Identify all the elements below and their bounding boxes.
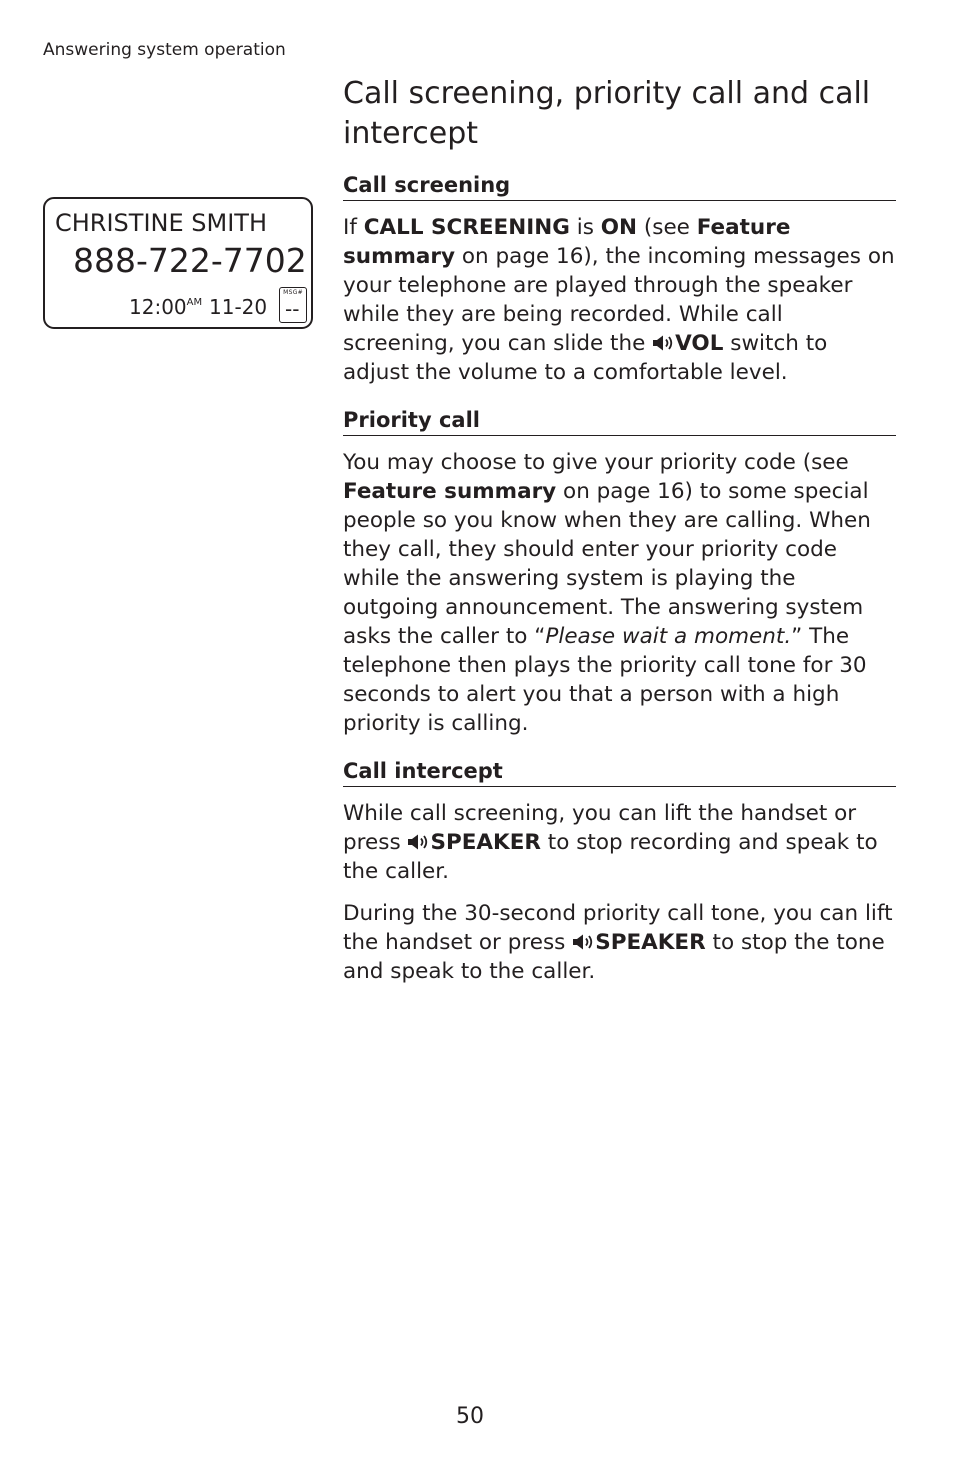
- section-heading: Call intercept: [343, 756, 896, 787]
- section-call-intercept: [343, 756, 896, 986]
- paragraph: If CALL SCREENING is ON (see Feature summary on page 16), the incoming messages on your telephone are played through the speaker while they are being recorded. While call screening, you can slide the VOL switch to adjust the volume to a comfortable level.: [343, 215, 895, 385]
- paragraph: While call screening, you can lift the handset or press SPEAKER to stop recording and speak to the caller.: [343, 801, 878, 884]
- header-label: Answering system operation: [43, 40, 286, 60]
- caller-id-display: [43, 197, 313, 329]
- section-heading: Call screening: [343, 170, 896, 201]
- page-number: 50: [456, 1404, 484, 1429]
- caller-name: CHRISTINE SMITH: [55, 209, 268, 237]
- paragraph: During the 30-second priority call tone, you can lift the handset or press SPEAKER to stop the tone and speak to the caller.: [343, 901, 893, 984]
- section-call-screening: [343, 170, 896, 387]
- message-count-label: MSG#: [283, 289, 303, 296]
- caller-number: 888-722-7702: [73, 241, 307, 280]
- speaker-icon: [407, 833, 430, 851]
- call-date: 11-20: [209, 295, 268, 319]
- paragraph: You may choose to give your priority code (see Feature summary on page 16) to some special people so you know when they are calling. When they call, they should enter your priority code while the answering system is playing the outgoing announcement. The answering system asks the caller to “Please wait a moment.” The telephone then plays the priority call tone for 30 seconds to alert you that a person with a high priority is calling.: [343, 450, 871, 736]
- section-heading: Priority call: [343, 405, 896, 436]
- message-count-box: [279, 287, 307, 323]
- call-time: $12:00^{AM}$: [129, 295, 203, 319]
- message-count-value: --: [285, 297, 300, 321]
- page-title: Call screening, priority call and call intercept: [343, 76, 871, 151]
- main-content: [343, 170, 896, 986]
- section-priority-call: [343, 405, 896, 738]
- ampm-indicator: AM: [186, 297, 203, 308]
- speaker-icon: [572, 933, 595, 951]
- speaker-icon: [652, 334, 675, 352]
